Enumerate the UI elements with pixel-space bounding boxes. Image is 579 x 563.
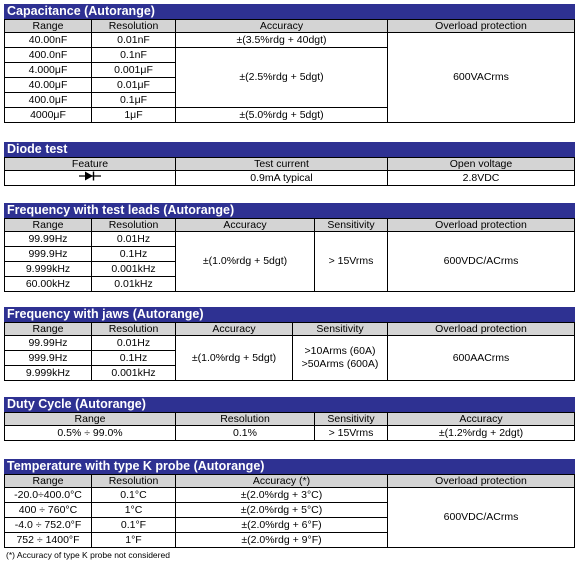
header-overload: Overload protection	[388, 323, 575, 336]
accuracy-cell: ±(1.0%rdg + 5dgt)	[176, 336, 293, 381]
resolution-cell: 0.1°F	[92, 518, 176, 533]
range-cell: 4000μF	[5, 108, 92, 123]
overload-cell: 600VDC/ACrms	[388, 488, 575, 548]
header-accuracy: Accuracy	[176, 323, 293, 336]
resolution-cell: 0.001kHz	[92, 366, 176, 381]
range-cell: 9.999kHz	[5, 262, 92, 277]
resolution-cell: 0.01nF	[92, 33, 176, 48]
header-resolution: Resolution	[92, 475, 176, 488]
capacitance-section	[4, 4, 575, 123]
resolution-cell: 0.1μF	[92, 93, 176, 108]
resolution-cell: 1°F	[92, 533, 176, 548]
temperature-title: Temperature with type K probe (Autorange)	[4, 459, 575, 474]
duty-table	[4, 412, 575, 441]
sensitivity-line: >10Arms (60A)	[304, 345, 376, 357]
overload-cell: 600AACrms	[388, 336, 575, 381]
range-cell: 4.000μF	[5, 63, 92, 78]
header-accuracy: Accuracy	[388, 413, 575, 426]
header-sensitivity: Sensitivity	[293, 323, 388, 336]
range-cell: 400.0μF	[5, 93, 92, 108]
overload-cell: 600VDC/ACrms	[388, 232, 575, 292]
resolution-cell: 0.01Hz	[92, 232, 176, 247]
resolution-cell: 1μF	[92, 108, 176, 123]
table-row	[5, 33, 575, 48]
open-voltage-cell: 2.8VDC	[388, 171, 575, 186]
diode-table	[4, 157, 575, 186]
sensitivity-cell: > 15Vrms	[315, 232, 388, 292]
freq-leads-table	[4, 218, 575, 292]
sensitivity-cell	[293, 336, 388, 381]
freq-jaws-table	[4, 322, 575, 381]
accuracy-cell: ±(2.5%rdg + 5dgt)	[176, 48, 388, 108]
table-header-row	[5, 323, 575, 336]
resolution-cell: 0.1°C	[92, 488, 176, 503]
header-accuracy: Accuracy	[176, 20, 388, 33]
overload-cell: 600VACrms	[388, 33, 575, 123]
diode-title: Diode test	[4, 142, 575, 157]
accuracy-cell: ±(2.0%rdg + 9°F)	[176, 533, 388, 548]
temperature-footnote: (*) Accuracy of type K probe not considered	[6, 550, 170, 560]
sensitivity-cell: > 15Vrms	[315, 426, 388, 441]
capacitance-table	[4, 19, 575, 123]
resolution-cell: 0.01μF	[92, 78, 176, 93]
table-row	[5, 426, 575, 441]
header-sensitivity: Sensitivity	[315, 219, 388, 232]
table-header-row	[5, 158, 575, 171]
diode-symbol-icon	[79, 171, 101, 185]
range-cell: 0.5% ÷ 99.0%	[5, 426, 176, 441]
header-open-voltage: Open voltage	[388, 158, 575, 171]
header-accuracy: Accuracy	[176, 219, 315, 232]
table-header-row	[5, 413, 575, 426]
resolution-cell: 0.001μF	[92, 63, 176, 78]
capacitance-title: Capacitance (Autorange)	[4, 4, 575, 19]
test-current-cell: 0.9mA typical	[176, 171, 388, 186]
range-cell: 40.00μF	[5, 78, 92, 93]
accuracy-cell: ±(2.0%rdg + 3°C)	[176, 488, 388, 503]
freq-leads-section	[4, 203, 575, 292]
range-cell: 999.9Hz	[5, 351, 92, 366]
freq-jaws-section	[4, 307, 575, 381]
header-range: Range	[5, 475, 92, 488]
range-cell: 60.00kHz	[5, 277, 92, 292]
range-cell: 9.999kHz	[5, 366, 92, 381]
header-accuracy: Accuracy (*)	[176, 475, 388, 488]
header-overload: Overload protection	[388, 475, 575, 488]
header-test-current: Test current	[176, 158, 388, 171]
table-row	[5, 336, 575, 351]
accuracy-cell: ±(1.0%rdg + 5dgt)	[176, 232, 315, 292]
table-row	[5, 488, 575, 503]
range-cell: -4.0 ÷ 752.0°F	[5, 518, 92, 533]
table-header-row	[5, 475, 575, 488]
header-sensitivity: Sensitivity	[315, 413, 388, 426]
header-range: Range	[5, 413, 176, 426]
header-range: Range	[5, 20, 92, 33]
header-overload: Overload protection	[388, 219, 575, 232]
range-cell: 400.0nF	[5, 48, 92, 63]
temperature-section	[4, 459, 575, 548]
range-cell: 99.99Hz	[5, 232, 92, 247]
range-cell: -20.0÷400.0°C	[5, 488, 92, 503]
table-row	[5, 232, 575, 247]
accuracy-cell: ±(2.0%rdg + 6°F)	[176, 518, 388, 533]
resolution-cell: 0.1Hz	[92, 247, 176, 262]
temperature-table	[4, 474, 575, 548]
header-resolution: Resolution	[92, 20, 176, 33]
header-range: Range	[5, 323, 92, 336]
sensitivity-line: >50Arms (600A)	[301, 358, 379, 370]
feature-cell	[5, 171, 176, 186]
range-cell: 400 ÷ 760°C	[5, 503, 92, 518]
duty-section	[4, 397, 575, 441]
resolution-cell: 0.01Hz	[92, 336, 176, 351]
resolution-cell: 0.01kHz	[92, 277, 176, 292]
resolution-cell: 0.001kHz	[92, 262, 176, 277]
range-cell: 999.9Hz	[5, 247, 92, 262]
range-cell: 99.99Hz	[5, 336, 92, 351]
table-header-row	[5, 219, 575, 232]
table-header-row	[5, 20, 575, 33]
accuracy-cell: ±(5.0%rdg + 5dgt)	[176, 108, 388, 123]
resolution-cell: 0.1nF	[92, 48, 176, 63]
header-resolution: Resolution	[92, 323, 176, 336]
resolution-cell: 0.1%	[176, 426, 315, 441]
range-cell: 752 ÷ 1400°F	[5, 533, 92, 548]
header-feature: Feature	[5, 158, 176, 171]
duty-title: Duty Cycle (Autorange)	[4, 397, 575, 412]
accuracy-cell: ±(3.5%rdg + 40dgt)	[176, 33, 388, 48]
table-row	[5, 171, 575, 186]
resolution-cell: 1°C	[92, 503, 176, 518]
header-range: Range	[5, 219, 92, 232]
freq-leads-title: Frequency with test leads (Autorange)	[4, 203, 575, 218]
range-cell: 40.00nF	[5, 33, 92, 48]
resolution-cell: 0.1Hz	[92, 351, 176, 366]
accuracy-cell: ±(1.2%rdg + 2dgt)	[388, 426, 575, 441]
diode-section	[4, 142, 575, 186]
header-resolution: Resolution	[176, 413, 315, 426]
header-resolution: Resolution	[92, 219, 176, 232]
header-overload: Overload protection	[388, 20, 575, 33]
accuracy-cell: ±(2.0%rdg + 5°C)	[176, 503, 388, 518]
freq-jaws-title: Frequency with jaws (Autorange)	[4, 307, 575, 322]
